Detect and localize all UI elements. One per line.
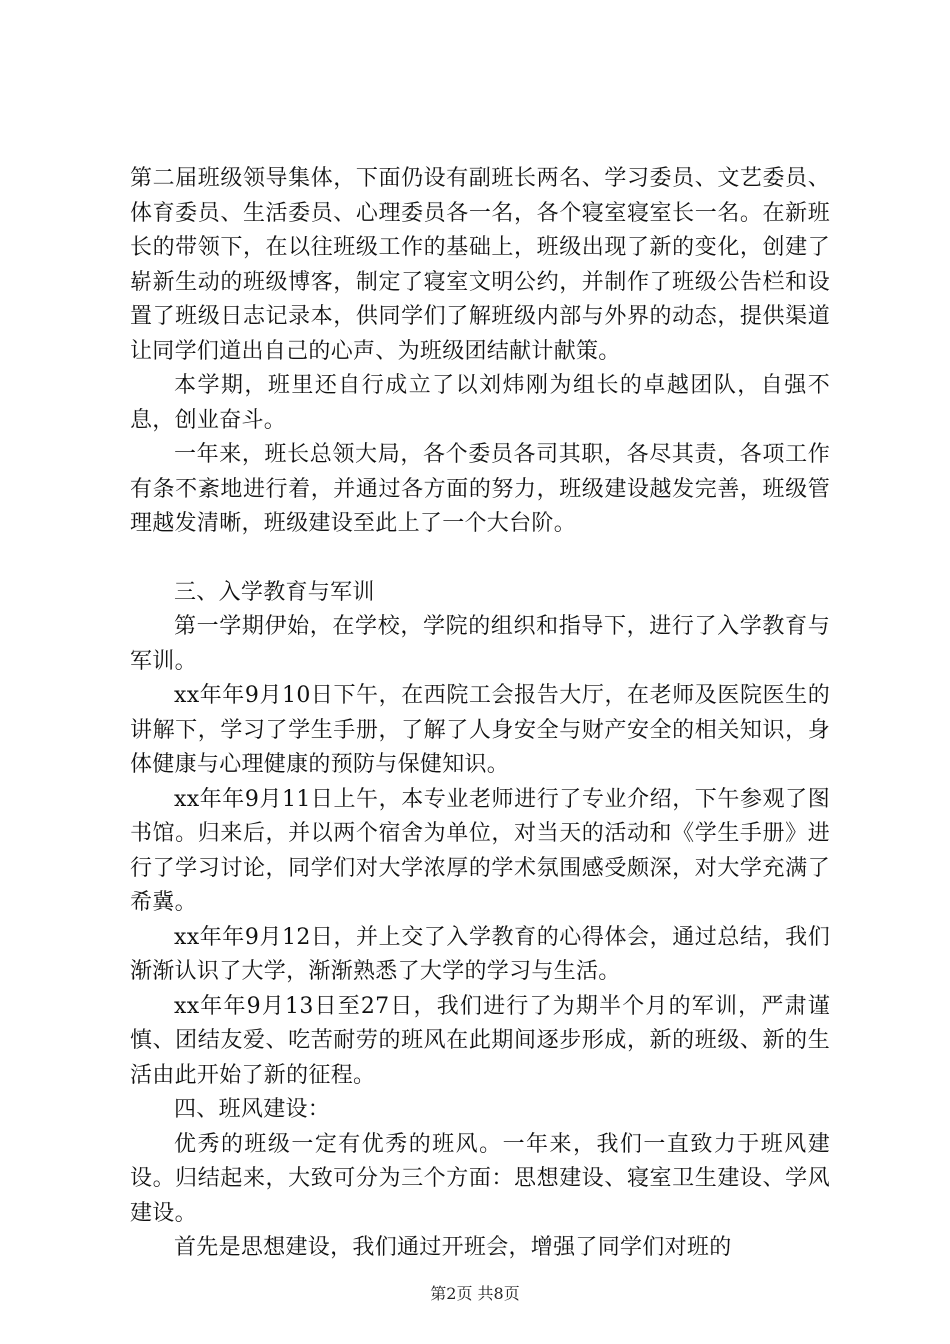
paragraph-sept-12: xx年年9月12日，并上交了入学教育的心得体会，通过总结，我们渐渐认识了大学，渐渐熟悉了大学的学习与生活。 <box>130 924 830 984</box>
paragraph-sept-11: xx年年9月11日上午，本专业老师进行了专业介绍，下午参观了图书馆。归来后，并以两个宿舍为单位，对当天的活动和《学生手册》进行了学习讨论，同学们对大学浓厚的学术氛围感受颇深，对大学充满了希冀。 <box>130 786 830 915</box>
paragraph-first-semester: 第一学期伊始，在学校，学院的组织和指导下，进行了入学教育与军训。 <box>130 614 830 674</box>
section-heading-enrollment-training: 三、入学教育与军训 <box>174 579 375 605</box>
paragraph-class-style-intro: 优秀的班级一定有优秀的班风。一年来，我们一直致力于班风建设。归结起来，大致可分为三个方面：思想建设、寝室卫生建设、学风建设。 <box>130 1131 830 1226</box>
page-footer: 第2页 共8页 <box>430 1284 520 1303</box>
document-body <box>130 162 830 1266</box>
paragraph-ideological-building: 首先是思想建设，我们通过开班会，增强了同学们对班的 <box>174 1235 732 1260</box>
paragraph-excellence-team: 本学期，班里还自行成立了以刘炜刚为组长的卓越团队，自强不息，创业奋斗。 <box>130 373 830 433</box>
paragraph-year-summary: 一年来，班长总领大局，各个委员各司其职，各尽其责，各项工作有条不紊地进行着，并通过各方面的努力，班级建设越发完善，班级管理越发清晰，班级建设至此上了一个大台阶。 <box>130 442 830 536</box>
paragraph-sept-13-27: xx年年9月13日至27日，我们进行了为期半个月的军训，严肃谨慎、团结友爱、吃苦耐劳的班风在此期间逐步形成，新的班级、新的生活由此开始了新的征程。 <box>130 993 830 1088</box>
section-heading-class-style: 四、班风建设： <box>174 1097 331 1122</box>
paragraph-sept-10: xx年年9月10日下午，在西院工会报告大厅，在老师及医院医生的讲解下，学习了学生手册，了解了人身安全与财产安全的相关知识，身体健康与心理健康的预防与保健知识。 <box>130 683 830 777</box>
paragraph-spacer <box>130 542 830 576</box>
paragraph-class-leadership: 第二届班级领导集体，下面仍设有副班长两名、学习委员、文艺委员、体育委员、生活委员、心理委员各一名，各个寝室寝室长一名。在新班长的带领下，在以往班级工作的基础上，班级出现了新的变化，创建了崭新生动的班级博客，制定了寝室文明公约，并制作了班级公告栏和设置了班级日志记录本，供同学们了解班级内部与外界的动态，提供渠道让同学们道出自己的心声、为班级团结献计献策。 <box>130 166 830 364</box>
